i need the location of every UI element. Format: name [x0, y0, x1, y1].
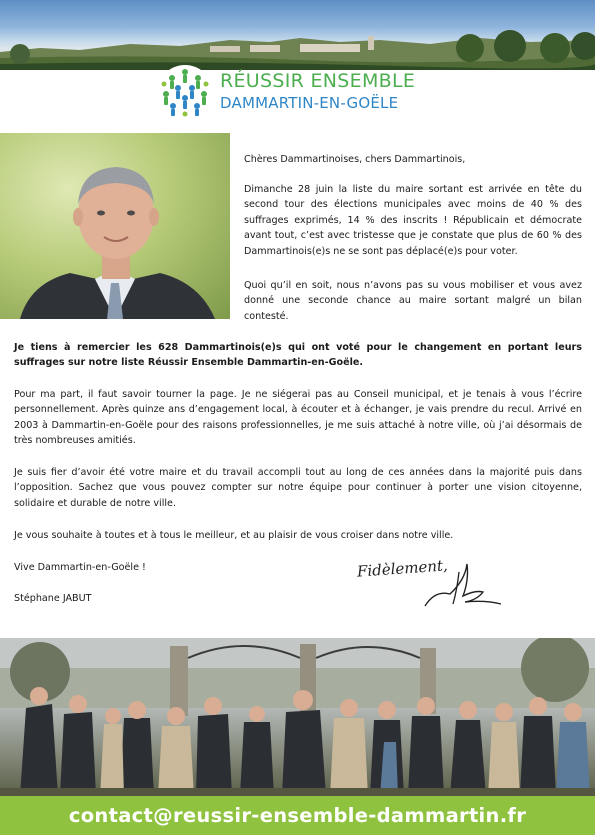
letter-paragraph-3: Pour ma part, il faut savoir tourner la page. Je ne siégerai pas au Conseil municipal, et je tenais à vous l’écrire personnellement. Après quinze ans d’engagement local, à écouter et à échanger, je vais prendre du recul. Arrivé en 2003 à Dammartin-en-Goële pour des raisons professionnelles, je me suis attaché à notre ville, où j’ai désormais de très nombreuses amitiés. — [14, 389, 582, 447]
letter-paragraph-2: Quoi qu’il en soit, nous n’avons pas su vous mobiliser et vous avez donné une seconde chance au maire sortant malgré un bilan contesté. — [244, 280, 582, 322]
signature-handwritten-text: Fidèlement, — [356, 556, 449, 581]
letter-paragraph-4: Je suis fier d’avoir été votre maire et du travail accompli tout au long de ces années dans la majorité puis dans l’opposition. Sachez que vous pouvez compter sur notre équipe pour continuer à porter une vision citoyenne, solidaire et durable de notre ville. — [14, 467, 582, 509]
city-name: DAMMARTIN-EN-GOËLE — [220, 94, 399, 112]
team-group-photo — [0, 638, 595, 796]
people-circle-logo-icon — [156, 64, 214, 122]
village-banner-photo — [0, 0, 595, 70]
group-illustration — [0, 638, 595, 796]
letter-closing: Vive Dammartin-en-Goële ! — [14, 562, 146, 573]
brand-name: RÉUSSIR ENSEMBLE — [220, 70, 416, 92]
portrait-illustration — [0, 133, 230, 319]
letter-greeting: Chères Dammartinoises, chers Dammartinois, — [244, 154, 466, 165]
letter-paragraph-1: Dimanche 28 juin la liste du maire sortant est arrivée en tête du second tour des élections municipales avec moins de 40 % des suffrages exprimés, 14 % des inscrits ! Républicain et démocrate avant tout, c’est avec tristesse que je constate que plus de 60 % des Dammartinois(e)s ne se sont pas déplacé(e)s pour voter. — [244, 184, 582, 257]
signature-name: Stéphane JABUT — [14, 593, 92, 604]
contact-email-link[interactable]: contact@reussir-ensemble-dammartin.fr — [68, 804, 527, 827]
candidate-portrait-photo — [0, 133, 230, 319]
contact-footer — [0, 796, 595, 835]
letter-paragraph-5: Je vous souhaite à toutes et à tous le meilleur, et au plaisir de vous croiser dans notre ville. — [14, 530, 454, 541]
logo — [156, 64, 456, 124]
letter-thanks-bold: Je tiens à remercier les 628 Dammartinois(e)s qui ont voté pour le changement en portant leurs suffrages sur notre liste Réussir Ensemble Dammartin-en-Goële. — [14, 342, 582, 369]
handwritten-signature — [355, 550, 505, 620]
